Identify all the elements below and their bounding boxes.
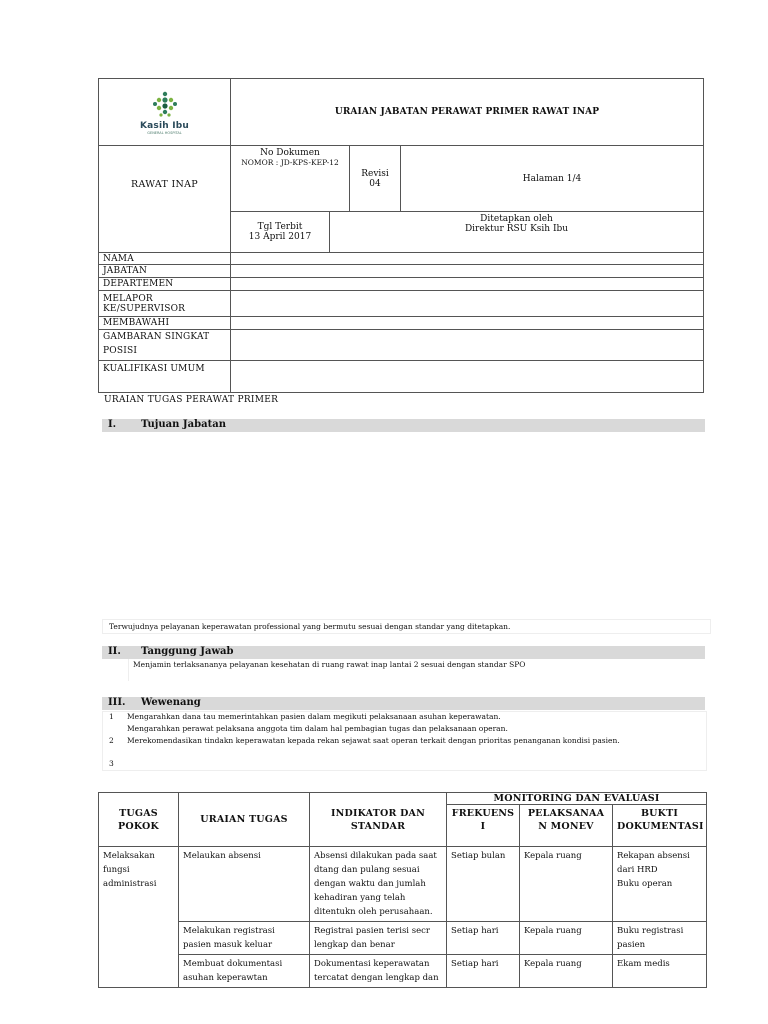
- field-membawahi-value: [231, 317, 704, 330]
- section-3-bar: [102, 697, 705, 710]
- ditetapkan-cell: [330, 212, 704, 253]
- logo-cell: [99, 79, 231, 146]
- field-melapor-line1: MELAPOR: [103, 293, 153, 304]
- cell-uraian: Melakukan registrasi pasien masuk keluar: [179, 922, 310, 955]
- section-1-bar: [102, 419, 705, 432]
- field-departemen-value: [231, 278, 704, 291]
- field-departemen: DEPARTEMEN: [99, 278, 231, 291]
- section-2-text: Menjamin terlaksananya pelayanan kesehatan di ruang rawat inap lantai 2 sesuai dengan standar SPO: [128, 659, 708, 681]
- field-melapor-line2: KE/SUPERVISOR: [103, 303, 186, 314]
- header-bukti: BUKTI DOKUMENTASI: [613, 805, 707, 847]
- cell-bukti: Buku registrasi pasien: [613, 922, 707, 955]
- field-melapor-value: [231, 291, 704, 317]
- cell-frekuensi: Setiap bulan: [447, 847, 520, 922]
- cell-bukti: Ekam medis: [613, 955, 707, 988]
- field-jabatan: JABATAN: [99, 265, 231, 278]
- revisi-value: 04: [369, 178, 381, 189]
- field-nama-value: [231, 253, 704, 265]
- document-title: URAIAN JABATAN PERAWAT PRIMER RAWAT INAP: [231, 79, 704, 146]
- unit-label: RAWAT INAP: [99, 146, 231, 253]
- logo-subtitle: GENERAL HOSPITAL: [147, 130, 182, 135]
- section-3-title: Wewenang: [141, 697, 201, 708]
- cell-uraian: Membuat dokumentasi asuhan keperawtan: [179, 955, 310, 988]
- task-table: [98, 792, 707, 988]
- cell-pelaksana: Kepala ruang: [520, 955, 613, 988]
- section-2-number: II.: [108, 646, 121, 657]
- wewenang-item-1b: Mengarahkan perawat pelaksana anggota tim dalam hal pembagian tugas dan pelaksanaan operan.: [127, 724, 508, 733]
- cell-indikator: Absensi dilakukan pada saat dtang dan pulang sesuai dengan waktu dan jumlah kehadiran yang telah ditentukn oleh perusahaan.: [310, 847, 447, 922]
- direktur-label: Direktur RSU Ksih Ibu: [464, 224, 569, 234]
- wewenang-num-2: 2: [109, 736, 114, 745]
- wewenang-num-3: 3: [109, 759, 114, 768]
- field-kualifikasi-value: [231, 361, 704, 393]
- tgl-terbit-cell: [231, 212, 330, 253]
- table-row: [99, 847, 707, 922]
- header-indikator: INDIKATOR DAN STANDAR: [310, 793, 447, 847]
- no-dokumen-cell: [231, 146, 350, 212]
- header-tugas-pokok: TUGAS POKOK: [99, 793, 179, 847]
- revisi-cell: [350, 146, 401, 212]
- cell-indikator: Dokumentasi keperawatan tercatat dengan lengkap dan: [310, 955, 447, 988]
- section-3-number: III.: [108, 697, 126, 708]
- cell-tugas: Melaksakan fungsi administrasi: [99, 847, 179, 988]
- field-nama: NAMA: [99, 253, 231, 265]
- uraian-heading: URAIAN TUGAS PERAWAT PRIMER: [104, 395, 279, 405]
- cell-bukti: Rekapan absensi dari HRD Buku operan: [613, 847, 707, 922]
- cell-pelaksana: Kepala ruang: [520, 847, 613, 922]
- section-3-list: [102, 711, 707, 771]
- section-2-title: Tanggung Jawab: [141, 646, 234, 657]
- header-pelaksana: PELAKSANAA N MONEV: [520, 805, 613, 847]
- field-jabatan-value: [231, 265, 704, 278]
- logo-name: Kasih Ibu: [139, 120, 190, 131]
- document-header: [98, 78, 703, 394]
- wewenang-num-1: 1: [109, 712, 114, 721]
- wewenang-item-2: Merekomendasikan tindakn keperawatan kepada rekan sejawat saat operan terkait dengan prioritas penanganan kondisi pasien.: [127, 736, 620, 745]
- ditetapkan-label: Ditetapkan oleh: [480, 214, 553, 224]
- halaman-cell: Halaman 1/4: [401, 146, 704, 212]
- header-monitoring: MONITORING DAN EVALUASI: [447, 793, 707, 805]
- section-2-bar: [102, 646, 705, 659]
- table-row: [99, 922, 707, 955]
- header-uraian-tugas: URAIAN TUGAS: [179, 793, 310, 847]
- tgl-terbit-value: 13 April 2017: [248, 232, 312, 242]
- kasih-ibu-logo-icon: [145, 90, 185, 118]
- field-kualifikasi: KUALIFIKASI UMUM: [99, 361, 231, 393]
- no-dokumen-label: No Dokumen: [260, 148, 320, 158]
- field-melapor: [99, 291, 231, 317]
- no-dokumen-value: NOMOR : JD-KPS-KEP-12: [241, 158, 339, 167]
- header-frekuensi: FREKUENS I: [447, 805, 520, 847]
- field-gambaran: [99, 330, 231, 361]
- section-1-title: Tujuan Jabatan: [141, 419, 226, 430]
- cell-frekuensi: Setiap hari: [447, 955, 520, 988]
- section-1-text: Terwujudnya pelayanan keperawatan professional yang bermutu sesuai dengan standar yang ditetapkan.: [102, 619, 711, 634]
- table-row: [99, 955, 707, 988]
- revisi-label: Revisi: [361, 168, 389, 179]
- section-1-number: I.: [108, 419, 117, 430]
- field-membawahi: MEMBAWAHI: [99, 317, 231, 330]
- field-gambaran-value: [231, 330, 704, 361]
- field-gambaran-line1: GAMBARAN SINGKAT: [103, 332, 210, 342]
- tgl-terbit-label: Tgl Terbit: [257, 222, 303, 232]
- cell-frekuensi: Setiap hari: [447, 922, 520, 955]
- field-gambaran-line2: POSISI: [103, 346, 138, 356]
- cell-uraian: Melaukan absensi: [179, 847, 310, 922]
- wewenang-item-1: Mengarahkan dana tau memerintahkan pasien dalam megikuti pelaksanaan asuhan keperawatan.: [127, 712, 501, 721]
- cell-indikator: Registrai pasien terisi secr lengkap dan benar: [310, 922, 447, 955]
- cell-pelaksana: Kepala ruang: [520, 922, 613, 955]
